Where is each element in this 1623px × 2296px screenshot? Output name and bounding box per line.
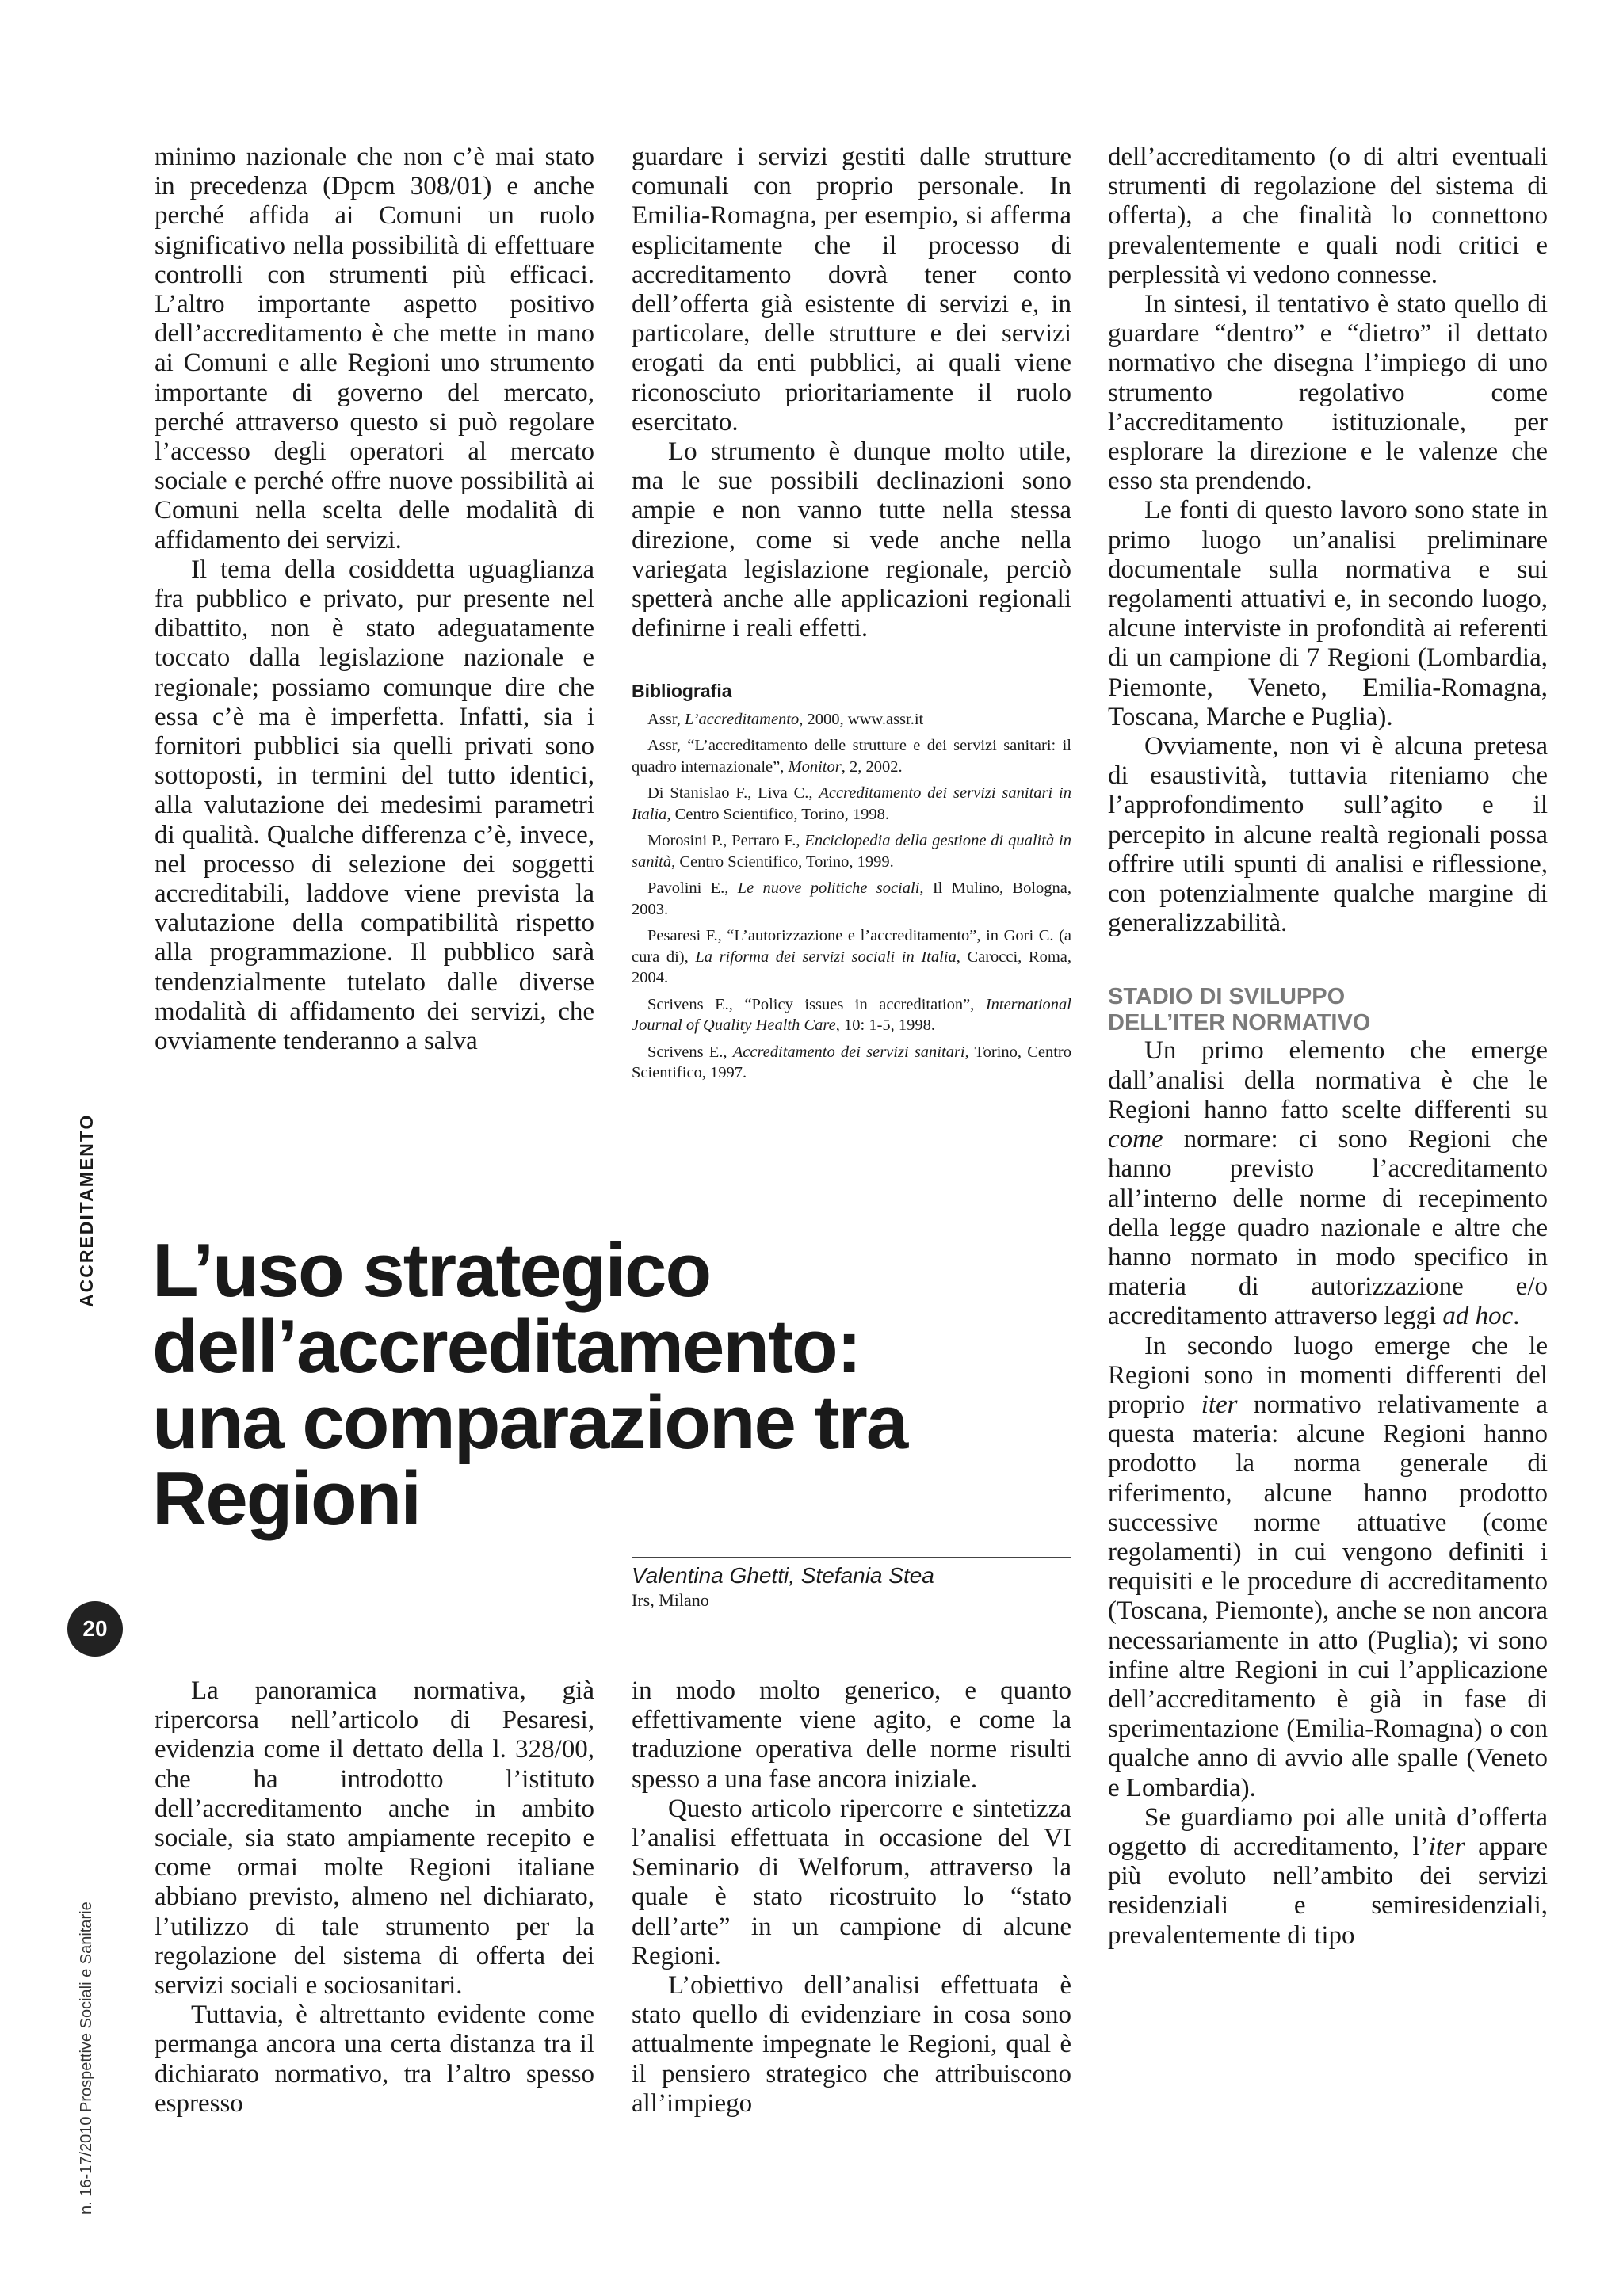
paragraph: In sintesi, il tentativo è stato quello di guardare “dentro” e “dietro” il dettato normativo che disegna l’impiego di uno strumento regolativo come l’accreditamento istituzionale, per esplorare la direzione e le valenze che esso sta prendendo. bbox=[1108, 290, 1548, 496]
paragraph: Tuttavia, è altrettanto evidente come permanga ancora una certa distanza tra il dichiarato normativo, tra l’altro spesso espresso bbox=[155, 2000, 594, 2118]
text-run: . bbox=[1513, 1302, 1520, 1331]
text-run: , 10: 1-5, 1998. bbox=[835, 1016, 936, 1035]
italic-run: International Journal of Quality Health Care bbox=[632, 995, 1071, 1035]
author-affiliation: Irs, Milano bbox=[632, 1590, 709, 1610]
italic-run: La riforma dei servizi sociali in Italia bbox=[695, 948, 957, 966]
page-number: 20 bbox=[67, 1601, 123, 1657]
column-3 bbox=[1108, 143, 1548, 1951]
paragraph bbox=[1108, 1332, 1548, 1803]
article-authors: Valentina Ghetti, Stefania Stea bbox=[632, 1557, 1071, 1589]
paragraph bbox=[1108, 1036, 1548, 1331]
text-run: , Torino, Centro Scientifico, 1997. bbox=[632, 1043, 1072, 1082]
italic-run: Le nuove politiche sociali bbox=[737, 879, 920, 898]
title-line: L’uso strategico bbox=[152, 1228, 711, 1313]
text-run: , Centro Scientifico, Torino, 1998. bbox=[666, 805, 890, 823]
bibliography-list bbox=[632, 709, 1071, 1084]
paragraph: minimo nazionale che non c’è mai stato in precedenza (Dpcm 308/01) e anche perché affida ai Comuni un ruolo significativo nella possibilità di effettuare controlli con strumenti più efficaci. L’altro importante aspetto positivo dell’accreditamento è che mette in mano ai Comuni e alle Regioni uno strumento importante di governo del mercato, perché attraverso questo si può regolare l’accesso degli operatori al mercato sociale e perché offre nuove possibilità ai Comuni nella scelta delle modalità di affidamento dei servizi. bbox=[155, 143, 594, 555]
text-run: Pavolini E., bbox=[647, 879, 738, 898]
text-run: Di Stanislao F., Liva C., bbox=[647, 784, 819, 803]
text-run: Scrivens E., bbox=[647, 1043, 733, 1061]
text-run: Scrivens E., “Policy issues in accreditation”, bbox=[647, 995, 986, 1013]
bibliography-entry bbox=[632, 709, 1071, 730]
section-heading-line: STADIO DI SVILUPPO bbox=[1108, 984, 1346, 1010]
text-run: Un primo elemento che emerge dall’analisi della normativa è che le Regioni hanno fatto scelte differenti su bbox=[1108, 1036, 1548, 1124]
paragraph: Questo articolo ripercorre e sintetizza l’analisi effettuata in occasione del VI Seminario di Welforum, attraverso la quale è stato ricostruito lo “stato dell’arte” in un campione di alcune Regioni. bbox=[632, 1794, 1071, 1970]
text-run: , 2000, www.assr.it bbox=[799, 710, 924, 728]
text-run: Morosini P., Perraro F., bbox=[647, 832, 805, 850]
bibliography-entry bbox=[632, 994, 1071, 1036]
section-label: ACCREDITAMENTO bbox=[76, 1113, 97, 1307]
text-run: In secondo luogo emerge che le Regioni sono in momenti differenti del proprio bbox=[1108, 1331, 1548, 1419]
column-2-top bbox=[632, 143, 1071, 1089]
paragraph: guardare i servizi gestiti dalle strutture comunali con proprio personale. In Emilia-Romagna, per esempio, si afferma esplicitamente che il processo di accreditamento dovrà tener conto dell’offerta già esistente di servizi e, in particolare, delle strutture e dei servizi erogati da enti pubblici, ai quali viene riconosciuto prioritariamente il ruolo esercitato. bbox=[632, 143, 1071, 437]
column-1-top bbox=[155, 143, 594, 1056]
italic-run: iter bbox=[1201, 1390, 1238, 1419]
bibliography-entry bbox=[632, 783, 1071, 825]
text-run: normare: ci sono Regioni che hanno previsto l’accreditamento all’interno delle norme di recepimento della legge quadro nazionale e altre che hanno normato in modo specifico in materia di autorizzazione e/o accreditamento attraverso leggi bbox=[1108, 1125, 1548, 1331]
italic-run: Monitor bbox=[788, 757, 842, 776]
paragraph: La panoramica normativa, già ripercorsa nell’articolo di Pesaresi, evidenzia come il dettato della l. 328/00, che ha introdotto l’istituto dell’accreditamento anche in ambito sociale, sia stato ampiamente recepito e come ormai molte Regioni italiane abbiano previsto, almeno nel dichiarato, l’utilizzo di tale strumento per la regolazione del sistema di offerta dei servizi sociali e sociosanitari. bbox=[155, 1676, 594, 2000]
paragraph: L’obiettivo dell’analisi effettuata è stato quello di evidenziare in cosa sono attualmente impegnate le Regioni, qual è il pensiero strategico che attribuiscono all’impiego bbox=[632, 1971, 1071, 2118]
bibliography-entry bbox=[632, 878, 1071, 920]
text-run: Assr, “L’accreditamento delle strutture e dei servizi sanitari: il quadro internazionale”, bbox=[632, 737, 1071, 776]
text-run: Pesaresi F., “L’autorizzazione e l’accreditamento”, in Gori C. (a cura di), bbox=[632, 927, 1071, 966]
text-run: appare più evoluto nell’ambito dei servizi residenziali e semiresidenziali, prevalentemente di tipo bbox=[1108, 1832, 1548, 1950]
section-heading-line: DELL’ITER NORMATIVO bbox=[1108, 1010, 1371, 1036]
paragraph bbox=[1108, 1803, 1548, 1951]
text-run: Se guardiamo poi alle unità d’offerta oggetto di accreditamento, l’ bbox=[1108, 1802, 1548, 1861]
italic-run: come bbox=[1108, 1125, 1163, 1154]
paragraph: dell’accreditamento (o di altri eventuali strumenti di regolazione del sistema di offerta), a che finalità lo connettono prevalentemente e quali nodi critici e perplessità vi vedono connesse. bbox=[1108, 143, 1548, 289]
bibliography-entry bbox=[632, 735, 1071, 777]
column-1-bottom bbox=[155, 1676, 594, 2119]
italic-run: iter bbox=[1428, 1832, 1465, 1861]
bibliography-title: Bibliografia bbox=[632, 681, 732, 702]
italic-run: Enciclopedia della gestione di qualità in sanità bbox=[632, 832, 1071, 871]
italic-run: Accreditamento dei servizi sanitari bbox=[732, 1043, 965, 1061]
text-run: , 2, 2002. bbox=[841, 757, 903, 776]
paragraph: Le fonti di questo lavoro sono state in primo luogo un’analisi preliminare documentale sulla normativa e sui regolamenti attuativi e, in secondo luogo, alcune interviste in profondità ai referenti di un campione di 7 Regioni (Lombardia, Piemonte, Veneto, Emilia-Romagna, Toscana, Marche e Puglia). bbox=[1108, 496, 1548, 731]
italic-run: Accreditamento dei servizi sanitari in Italia bbox=[632, 784, 1071, 823]
title-line: una comparazione tra bbox=[152, 1380, 907, 1465]
section-heading bbox=[1108, 984, 1548, 1036]
text-run: Assr, bbox=[647, 710, 685, 728]
paragraph: Ovviamente, non vi è alcuna pretesa di esaustività, tuttavia riteniamo che l’approfondimento sull’agito e il percepito in alcune realtà regionali possa offrire utili spunti di analisi e riflessione, con potenzialmente qualche margine di generalizzabilità. bbox=[1108, 732, 1548, 938]
article-title bbox=[152, 1228, 1064, 1541]
text-run: , Carocci, Roma, 2004. bbox=[632, 948, 1071, 987]
title-line: Regioni bbox=[152, 1456, 420, 1541]
bibliography-entry bbox=[632, 925, 1071, 989]
text-run: , Il Mulino, Bologna, 2003. bbox=[632, 879, 1072, 918]
paragraph: Lo strumento è dunque molto utile, ma le sue possibili declinazioni sono ampie e non vanno tutte nella stessa direzione, come si vede anche nella variegata legislazione regionale, perciò spetterà anche alle applicazioni regionali definirne i reali effetti. bbox=[632, 437, 1071, 643]
bibliography-entry bbox=[632, 1042, 1071, 1084]
italic-run: L’accreditamento bbox=[685, 710, 800, 728]
text-run: , Centro Scientifico, Torino, 1999. bbox=[671, 852, 894, 871]
paragraph: in modo molto generico, e quanto effettivamente viene agito, e come la traduzione operativa delle norme risulti spesso a una fase ancora iniziale. bbox=[632, 1676, 1071, 1794]
title-line: dell’accreditamento: bbox=[152, 1304, 861, 1389]
bibliography-entry bbox=[632, 830, 1071, 872]
column-2-bottom bbox=[632, 1676, 1071, 2119]
italic-run: ad hoc bbox=[1442, 1302, 1514, 1331]
text-run: normativo relativamente a questa materia: alcune Regioni hanno prodotto la norma generale di riferimento, alcune hanno prodotto successive norme attuative (come regolamenti) in cui vengono definiti i requisiti e le procedure di accreditamento (Toscana, Piemonte), anche se non ancora necessariamente in atto (Puglia); vi sono infine altre Regioni in cui l’applicazione dell’accreditamento è già in fase di sperimentazione (Emilia-Romagna) o con qualche anno di avvio alle spalle (Veneto e Lombardia). bbox=[1108, 1390, 1548, 1802]
journal-reference: n. 16-17/2010 Prospettive Sociali e Sanitarie bbox=[78, 1901, 95, 2214]
paragraph: Il tema della cosiddetta uguaglianza fra pubblico e privato, pur presente nel dibattito, non è stato adeguatamente toccato dalla legislazione nazionale e regionale; possiamo comunque dire che essa c’è ma è imperfetta. Infatti, sia i fornitori pubblici sia quelli privati sono sottoposti, in termini del tutto identici, alla valutazione dei medesimi parametri di qualità. Qualche differenza c’è, invece, nel processo di selezione dei soggetti accreditabili, laddove viene prevista la valutazione della compatibilità rispetto alla programmazione. Il pubblico sarà tendenzialmente tutelato dalle diverse modalità di affidamento dei servizi, che ovviamente tenderanno a salva bbox=[155, 555, 594, 1056]
